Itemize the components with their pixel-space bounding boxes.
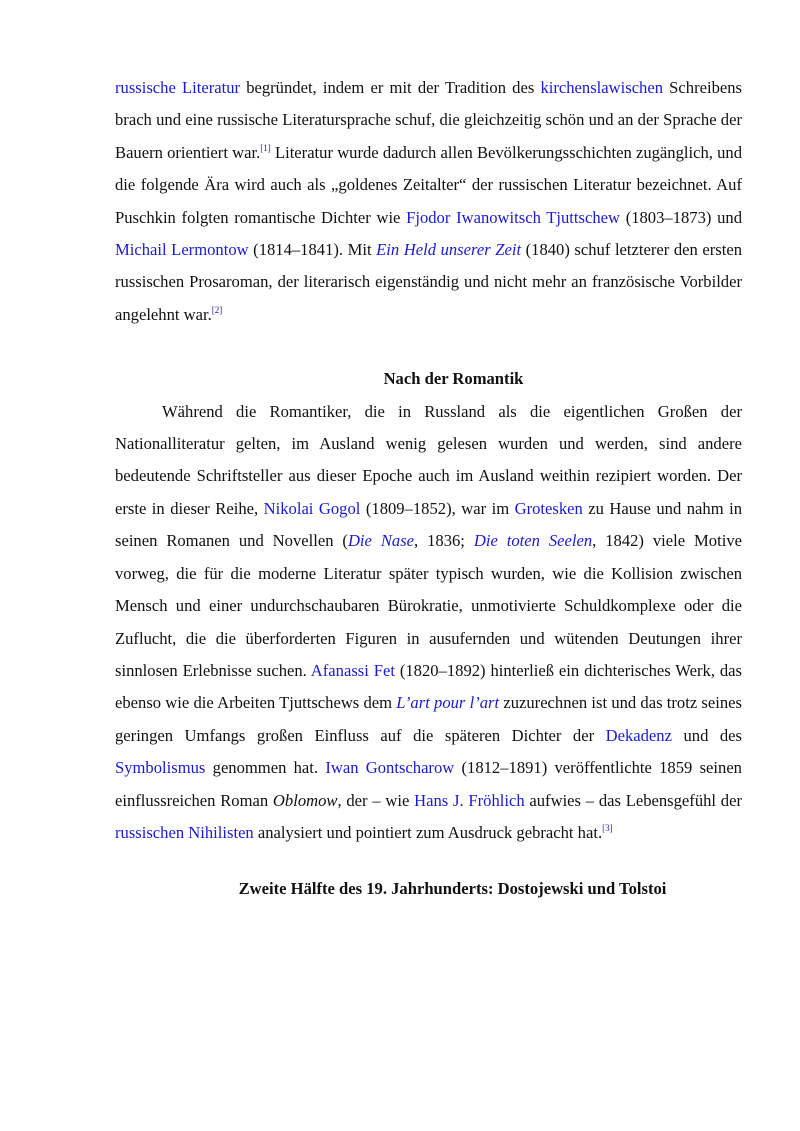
text-run: (1820–1892) hinterließ ein dichterisches Werk, das ebenso wie die Arbeiten Tjuttschews dem	[115, 660, 742, 713]
spacer	[115, 331, 742, 363]
text-run: analysiert und pointiert zum Ausdruck gebracht hat.	[253, 822, 603, 842]
text-run: und des	[671, 725, 742, 745]
link-die-toten-seelen[interactable]: Die toten Seelen	[473, 531, 593, 551]
section-heading-zweite-haelfte: Zweite Hälfte des 19. Jahrhunderts: Dostojewski und Tolstoi	[238, 879, 667, 899]
link-gogol[interactable]: Nikolai Gogol	[263, 498, 361, 518]
text-run: (1812–1891) veröffentlichte 1859 seinen einflussreichen Roman	[115, 758, 742, 810]
text-run: (1809–1852), war im	[360, 498, 515, 518]
link-dekadenz[interactable]: Dekadenz	[605, 725, 672, 745]
paragraph-nach-der-romantik	[115, 396, 742, 850]
text-run: zuzurechnen ist und das trotz seines geringen Umfangs großen Einfluss auf die späteren Dichter der	[115, 693, 742, 745]
link-tjuttschew[interactable]: Fjodor Iwanowitsch Tjuttschew	[406, 207, 620, 227]
footnote-3[interactable]: [3]	[602, 822, 613, 833]
title-oblomow: Oblomow	[272, 790, 338, 810]
link-gontscharow[interactable]: Iwan Gontscharow	[325, 758, 455, 778]
link-ein-held-unserer-zeit[interactable]: Ein Held unserer Zeit	[376, 240, 522, 260]
text-run: aufwies – das Lebensgefühl der	[524, 790, 742, 810]
link-russische-literatur[interactable]: russische Literatur	[115, 78, 241, 97]
text-run: begründet, indem er mit der Tradition des	[240, 78, 541, 97]
footnote-1[interactable]: [1]	[260, 142, 271, 153]
text-run: (1840) schuf letzterer den ersten russischen Prosaroman, der literarisch eigenständig und nicht mehr an französische Vorbilder angelehnt war.	[115, 240, 742, 324]
text-run: (1814–1841). Mit	[248, 240, 377, 260]
text-run: , der – wie	[337, 790, 415, 810]
text-run: genommen hat.	[205, 758, 326, 778]
link-kirchenslawisch[interactable]: kirchenslawischen	[540, 78, 664, 97]
footnote-2[interactable]: [2]	[211, 304, 223, 315]
text-run: Schreibens brach und eine russische Literatursprache schuf, die gleichzeitig schön und an der Sprache der Bauern orientiert war.	[115, 78, 742, 162]
text-run: (1803–1873) und	[620, 207, 742, 227]
document-page	[115, 72, 742, 906]
link-froehlich[interactable]: Hans J. Fröhlich	[414, 790, 525, 810]
link-symbolismus[interactable]: Symbolismus	[115, 758, 206, 778]
link-lart-pour-lart[interactable]: L’art pour l’art	[396, 693, 500, 713]
link-grotesken[interactable]: Grotesken	[514, 498, 583, 518]
text-run: Literatur wurde dadurch allen Bevölkerungsschichten zugänglich, und die folgende Ära wird auch als „goldenes Zeitalter“ der russischen Literatur bezeichnet. Auf Puschkin folgten romantische Dichter wie	[115, 142, 743, 227]
text-run: , 1842) viele Motive vorweg, die für die moderne Literatur später typisch wurden, wie die Kollision zwischen Mensch und einer undurchschaubaren Bürokratie, unmotivierte Schuldkomplexe oder die Zuflucht, die die überforderten Figuren in ausufernden und wütenden Deutungen ihrer sinnlosen Erlebnisse suchen.	[115, 531, 742, 680]
spacer	[115, 849, 742, 873]
link-die-nase[interactable]: Die Nase	[347, 531, 415, 551]
text-run: , 1836;	[414, 531, 474, 551]
text-run: Während die Romantiker, die in Russland als die eigentlichen Großen der Nationalliteratur gelten, im Ausland wenig gelesen wurden und werden, sind andere bedeutende Schriftsteller aus dieser Epoche auch im Ausland weithin rezipiert worden. Der erste in dieser Reihe,	[115, 401, 742, 518]
link-lermontow[interactable]: Michail Lermontow	[115, 240, 249, 260]
section-heading-nach-der-romantik: Nach der Romantik	[383, 369, 524, 389]
link-russische-nihilisten[interactable]: russischen Nihilisten	[115, 822, 254, 842]
paragraph-intro	[115, 72, 742, 331]
text-run: zu Hause und nahm in seinen Romanen und Novellen (	[115, 498, 743, 551]
link-fet[interactable]: Afanassi Fet	[310, 660, 395, 680]
